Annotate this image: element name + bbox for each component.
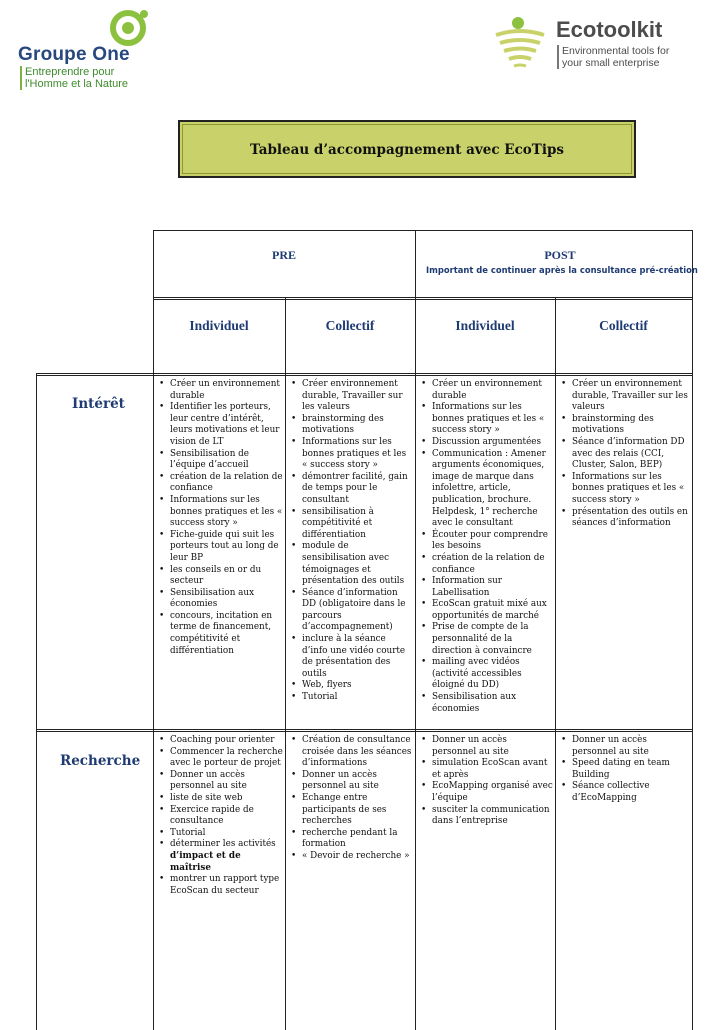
cell-interet-post-collectif [558,379,691,530]
list-item: • brainstorming des motivations [288,414,413,437]
list-item: • Séance collective d’EcoMapping [558,781,691,804]
list-item: • Speed dating en team Building [558,758,691,781]
list-item: • Informations sur les bonnes pratiques et les « success story » [558,472,691,507]
list-item: • Créer un environnement durable, Travailler sur les valeurs [558,379,691,414]
list-item: • Fiche-guide qui suit les porteurs tout au long de leur BP [156,530,284,565]
list-item: • EcoScan gratuit mixé aux opportunités de marché [418,599,553,622]
list-item: • Information sur Labellisation [418,576,553,599]
list-item: • mailing avec vidéos (activité accessibles éloigné du DD) [418,657,553,692]
list-item: • Créer un environnement durable [418,379,553,402]
ecotoolkit-tagline: Environmental tools for your small enterprise [557,45,669,69]
phase-pre-header: PRE [272,248,296,262]
list-item: • Coaching pour orienter [156,735,284,747]
groupe-one-tagline: Entreprendre pour l'Homme et la Nature [20,66,128,90]
list-item: • Prise de compte de la personnalité de la direction à convaincre [418,622,553,657]
list-item: • démontrer facilité, gain de temps pour le consultant [288,472,413,507]
list-item: • Création de consultance croisée dans les séances d’informations [288,735,413,770]
col-header-post-individuel: Individuel [455,318,515,333]
row-label-interet: Intérêt [72,396,125,412]
list-item: • « Devoir de recherche » [288,851,413,863]
list-item: • liste de site web [156,793,284,805]
cell-recherche-pre-collectif [288,735,413,863]
list-item: • Echange entre participants de ses recherches [288,793,413,828]
list-item: • Donner un accès personnel au site [418,735,553,758]
list-item: • Donner un accès personnel au site [288,770,413,793]
list-item: • Sensibilisation aux économies [418,692,553,715]
ecotoolkit-swirl-icon [488,15,552,71]
list-item: • Séance d’information DD (obligatoire dans le parcours d’accompagnement) [288,588,413,634]
list-item: • présentation des outils en séances d’information [558,507,691,530]
list-item: • Tutorial [288,692,413,704]
list-item: • Donner un accès personnel au site [558,735,691,758]
cell-interet-post-individuel [418,379,553,715]
list-item: • Créer environnement durable, Travailler sur les valeurs [288,379,413,414]
list-item: • déterminer les activités d’impact et de maîtrise [156,839,284,874]
list-item: • Séance d’information DD avec des relais (CCI, Cluster, Salon, BEP) [558,437,691,472]
list-item: • susciter la communication dans l’entreprise [418,805,553,828]
phase-post-note: Important de continuer après la consultance pré-création [426,265,698,275]
list-item: • Exercice rapide de consultance [156,805,284,828]
list-item: • brainstorming des motivations [558,414,691,437]
list-item: • Communication : Amener arguments économiques, image de marque dans infolettre, article, publication, brochure. Helpdesk, 1° recherche avec le consultant [418,449,553,530]
cell-interet-pre-individuel [156,379,284,657]
ecotoolkit-name: Ecotoolkit [556,17,663,42]
list-item: • recherche pendant la formation [288,828,413,851]
list-item: • EcoMapping organisé avec l’équipe [418,781,553,804]
list-item: • montrer un rapport type EcoScan du secteur [156,874,284,897]
list-item: • concours, incitation en terme de financement, compétitivité et différentiation [156,611,284,657]
cell-recherche-post-individuel [418,735,553,828]
groupe-one-logo [18,8,148,90]
list-item: • création de la relation de confiance [156,472,284,495]
groupe-one-name: Groupe One [18,44,130,65]
ecotoolkit-logo [488,15,718,75]
list-item: • inclure à la séance d’info une vidéo courte de présentation des outils [288,634,413,680]
list-item: • Écouter pour comprendre les besoins [418,530,553,553]
cell-interet-pre-collectif [288,379,413,704]
title-box [178,120,636,178]
list-item: • Informations sur les bonnes pratiques et les « success story » [288,437,413,472]
list-item: • les conseils en or du secteur [156,565,284,588]
cell-recherche-post-collectif [558,735,691,805]
row-label-recherche: Recherche [60,753,141,769]
col-header-pre-individuel: Individuel [189,318,249,333]
list-item: • Discussion argumentées [418,437,553,449]
list-item: • sensibilisation à compétitivité et différentiation [288,507,413,542]
col-header-pre-collectif: Collectif [325,318,375,333]
list-item: • Commencer la recherche avec le porteur de projet [156,747,284,770]
list-item: • module de sensibilisation avec témoignages et présentation des outils [288,541,413,587]
list-item: • Sensibilisation de l’équipe d’accueil [156,449,284,472]
list-item: • Donner un accès personnel au site [156,770,284,793]
document-title: Tableau d’accompagnement avec EcoTips [249,142,565,158]
bold-phrase: d’impact et de maîtrise [170,850,241,873]
phase-post-header: POST [544,248,576,262]
cell-recherche-pre-individuel [156,735,284,897]
col-header-post-collectif: Collectif [599,318,648,333]
list-item: • Créer un environnement durable [156,379,284,402]
list-item: • création de la relation de confiance [418,553,553,576]
list-item: • Sensibilisation aux économies [156,588,284,611]
list-item: • Identifier les porteurs, leur centre d’intérêt, leurs motivations et leur vision de LT [156,402,284,448]
list-item: • Tutorial [156,828,284,840]
groupe-one-emblem-icon [98,8,158,46]
list-item: • Informations sur les bonnes pratiques et les « success story » [418,402,553,437]
list-item: • Informations sur les bonnes pratiques et les « success story » [156,495,284,530]
list-item: • simulation EcoScan avant et après [418,758,553,781]
list-item: • Web, flyers [288,680,413,692]
